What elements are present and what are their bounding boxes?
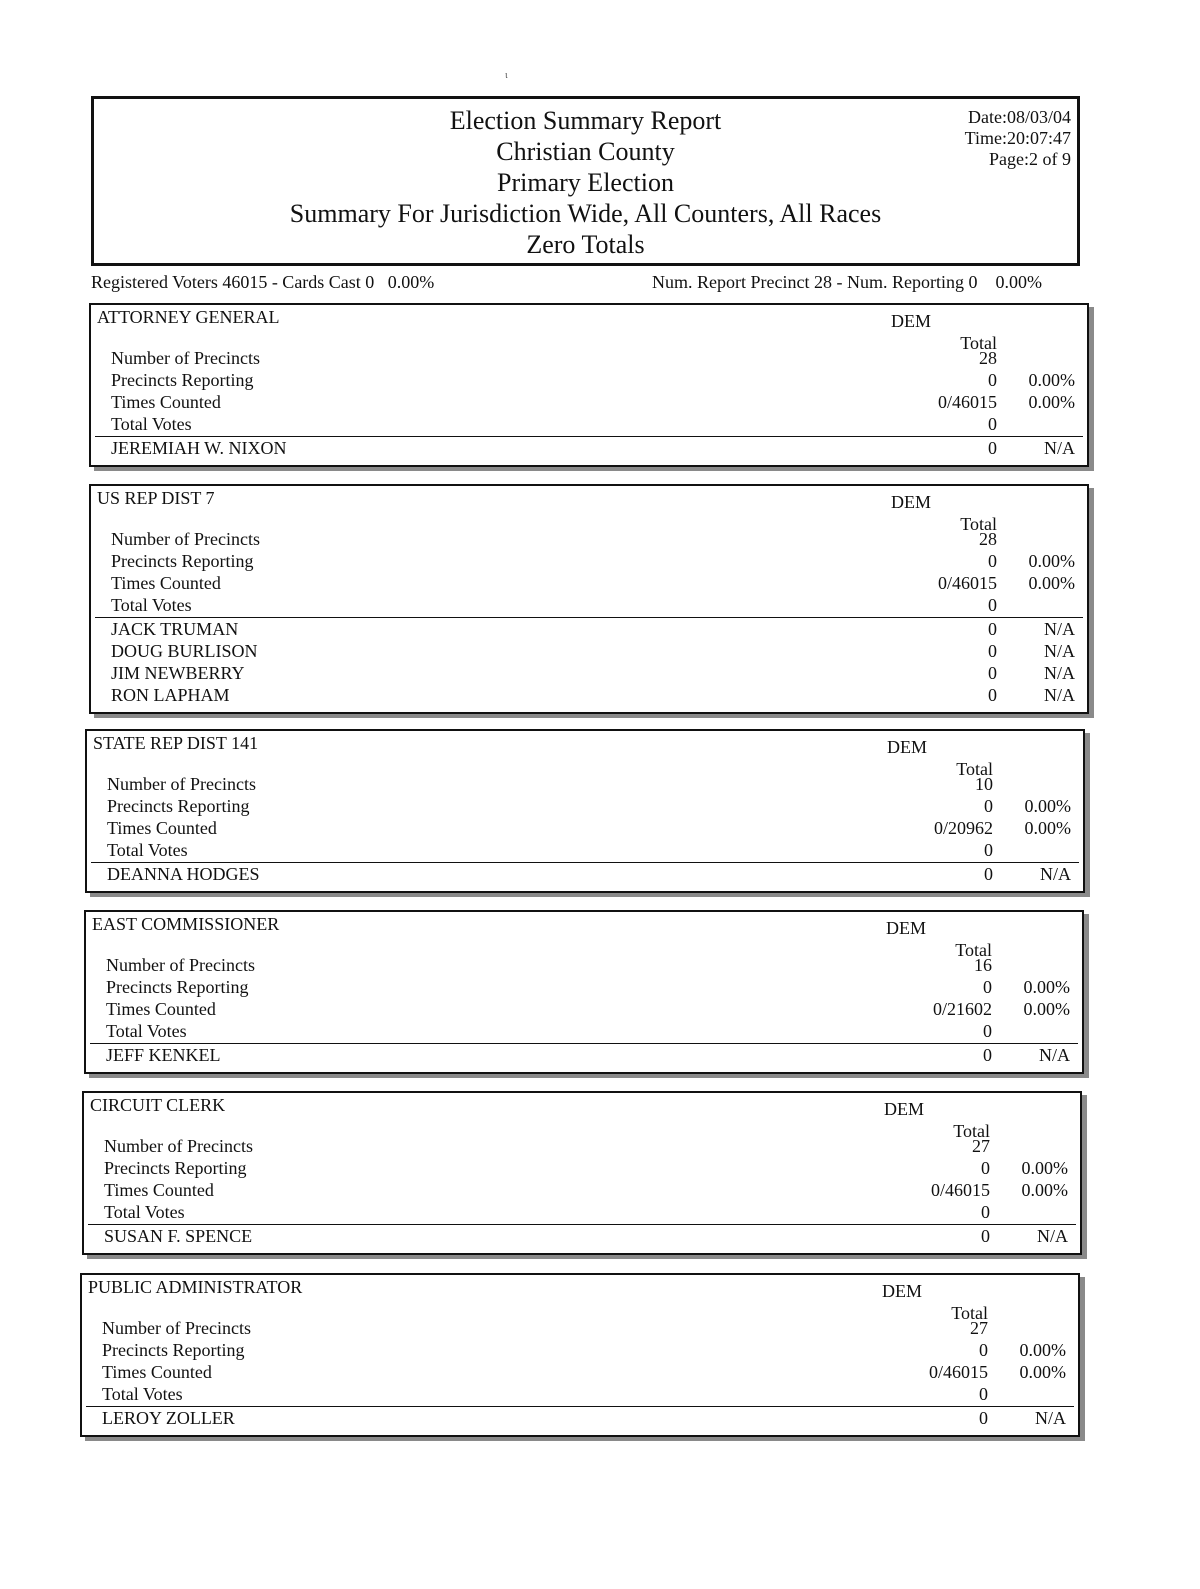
candidate-percent: N/A <box>1039 1045 1070 1065</box>
stat-percent: 0.00% <box>1019 1362 1066 1382</box>
stat-label: Total Votes <box>111 595 192 615</box>
stat-row <box>104 1157 1068 1179</box>
candidate-name: JIM NEWBERRY <box>111 663 245 683</box>
stat-row <box>104 1201 1068 1223</box>
stat-value: 0/21602 <box>932 999 992 1019</box>
stat-label: Total Votes <box>107 840 188 860</box>
race-section <box>85 729 1085 893</box>
stat-percent: 0.00% <box>1024 796 1071 816</box>
total-column-header: Total <box>960 514 997 534</box>
stat-value: 28 <box>979 348 997 368</box>
candidate-votes: 0 <box>979 1408 988 1428</box>
candidate-row <box>111 437 1075 459</box>
stat-value: 10 <box>975 774 993 794</box>
report-header <box>91 96 1080 266</box>
report-title: Election Summary Report <box>449 106 722 135</box>
race-section <box>80 1273 1080 1437</box>
stat-row <box>111 391 1075 413</box>
stat-value: 0 <box>981 1158 990 1178</box>
party-label: DEM <box>882 1281 922 1301</box>
race-title: EAST COMMISSIONER <box>92 914 280 934</box>
stat-value: 27 <box>972 1136 990 1156</box>
stat-value: 0 <box>988 414 997 434</box>
candidate-row <box>102 1407 1066 1429</box>
candidate-row <box>107 863 1071 885</box>
stat-value: 0/46015 <box>937 392 997 412</box>
report-time: Time:20:07:47 <box>964 128 1071 148</box>
candidate-name: LEROY ZOLLER <box>102 1408 235 1428</box>
stat-label: Times Counted <box>111 573 221 593</box>
stat-value: 0 <box>988 551 997 571</box>
report-title-block <box>94 105 1077 260</box>
total-column-header: Total <box>951 1303 988 1323</box>
stat-row <box>102 1339 1066 1361</box>
race-section <box>84 910 1084 1074</box>
stat-value: 0 <box>979 1384 988 1404</box>
candidate-row <box>111 684 1075 706</box>
stat-percent: 0.00% <box>1023 999 1070 1019</box>
stat-row <box>104 1179 1068 1201</box>
party-label: DEM <box>884 1099 924 1119</box>
race-section <box>89 484 1089 714</box>
total-column-header: Total <box>960 333 997 353</box>
candidate-row <box>104 1225 1068 1247</box>
stat-value: 0/20962 <box>933 818 993 838</box>
stat-value: 0 <box>983 977 992 997</box>
stat-value: 0 <box>984 840 993 860</box>
stat-row <box>106 1020 1070 1042</box>
stat-row <box>102 1361 1066 1383</box>
total-column-header: Total <box>953 1121 990 1141</box>
candidate-percent: N/A <box>1037 1226 1068 1246</box>
stat-row <box>111 572 1075 594</box>
stat-value: 0/46015 <box>930 1180 990 1200</box>
stat-row <box>111 413 1075 435</box>
party-label: DEM <box>887 737 927 757</box>
candidate-row <box>111 662 1075 684</box>
stat-label: Times Counted <box>102 1362 212 1382</box>
candidate-votes: 0 <box>981 1226 990 1246</box>
stat-label: Precincts Reporting <box>106 977 249 997</box>
party-label: DEM <box>891 492 931 512</box>
stat-value: 0 <box>979 1340 988 1360</box>
stat-row <box>102 1383 1066 1405</box>
stat-percent: 0.00% <box>1028 551 1075 571</box>
stat-label: Number of Precincts <box>102 1318 251 1338</box>
registered-voters-summary: Registered Voters 46015 - Cards Cast 0 0.00% <box>91 272 435 292</box>
total-column-header: Total <box>955 940 992 960</box>
stat-row <box>111 550 1075 572</box>
candidate-votes: 0 <box>988 641 997 661</box>
candidate-percent: N/A <box>1044 663 1075 683</box>
stat-row <box>111 369 1075 391</box>
stat-percent: 0.00% <box>1023 977 1070 997</box>
candidate-percent: N/A <box>1044 619 1075 639</box>
stat-percent: 0.00% <box>1028 392 1075 412</box>
race-title: CIRCUIT CLERK <box>90 1095 226 1115</box>
stat-row <box>106 998 1070 1020</box>
candidate-name: DOUG BURLISON <box>111 641 258 661</box>
stat-label: Number of Precincts <box>111 529 260 549</box>
stat-percent: 0.00% <box>1024 818 1071 838</box>
stat-label: Number of Precincts <box>106 955 255 975</box>
summary-scope: Summary For Jurisdiction Wide, All Counters, All Races <box>289 199 882 228</box>
candidate-percent: N/A <box>1044 641 1075 661</box>
stat-label: Total Votes <box>104 1202 185 1222</box>
candidate-votes: 0 <box>984 864 993 884</box>
stat-label: Times Counted <box>111 392 221 412</box>
race-section <box>82 1091 1082 1255</box>
stat-label: Number of Precincts <box>104 1136 253 1156</box>
candidate-percent: N/A <box>1040 864 1071 884</box>
stat-row <box>111 528 1075 550</box>
report-page: Page:2 of 9 <box>989 149 1071 169</box>
report-meta <box>965 107 1071 170</box>
stat-label: Number of Precincts <box>107 774 256 794</box>
stat-label: Precincts Reporting <box>111 551 254 571</box>
stat-value: 0/46015 <box>928 1362 988 1382</box>
candidate-votes: 0 <box>988 619 997 639</box>
candidate-name: JACK TRUMAN <box>111 619 239 639</box>
stat-row <box>107 795 1071 817</box>
stat-value: 0 <box>981 1202 990 1222</box>
race-title: STATE REP DIST 141 <box>93 733 259 753</box>
stat-value: 0 <box>988 370 997 390</box>
stat-row <box>107 773 1071 795</box>
precinct-reporting-summary: Num. Report Precinct 28 - Num. Reporting 0 0.00% <box>652 272 1042 292</box>
stat-label: Precincts Reporting <box>104 1158 247 1178</box>
stat-value: 0 <box>988 595 997 615</box>
candidate-row <box>111 640 1075 662</box>
stat-row <box>111 594 1075 616</box>
stat-row <box>104 1135 1068 1157</box>
party-label: DEM <box>891 311 931 331</box>
stat-row <box>111 347 1075 369</box>
candidate-name: SUSAN F. SPENCE <box>104 1226 253 1246</box>
stat-value: 16 <box>974 955 992 975</box>
county-name: Christian County <box>496 137 675 166</box>
race-title: ATTORNEY GENERAL <box>97 307 280 327</box>
stat-value: 27 <box>970 1318 988 1338</box>
stat-label: Times Counted <box>104 1180 214 1200</box>
candidate-votes: 0 <box>983 1045 992 1065</box>
stat-label: Precincts Reporting <box>102 1340 245 1360</box>
totals-type: Zero Totals <box>526 230 645 259</box>
stat-row <box>102 1317 1066 1339</box>
candidate-percent: N/A <box>1035 1408 1066 1428</box>
stat-label: Times Counted <box>106 999 216 1019</box>
report-date: Date:08/03/04 <box>968 107 1071 127</box>
candidate-percent: N/A <box>1044 438 1075 458</box>
stat-row <box>106 954 1070 976</box>
stat-label: Total Votes <box>102 1384 183 1404</box>
candidate-row <box>111 618 1075 640</box>
candidate-percent: N/A <box>1044 685 1075 705</box>
scan-mark: ι <box>505 70 508 81</box>
stat-label: Precincts Reporting <box>107 796 250 816</box>
stat-value: 0 <box>984 796 993 816</box>
stat-row <box>107 817 1071 839</box>
candidate-name: RON LAPHAM <box>111 685 230 705</box>
candidate-name: JEREMIAH W. NIXON <box>111 438 287 458</box>
total-column-header: Total <box>956 759 993 779</box>
stat-percent: 0.00% <box>1019 1340 1066 1360</box>
candidate-votes: 0 <box>988 438 997 458</box>
election-name: Primary Election <box>497 168 674 197</box>
race-title: US REP DIST 7 <box>97 488 215 508</box>
stat-row <box>107 839 1071 861</box>
race-title: PUBLIC ADMINISTRATOR <box>88 1277 303 1297</box>
stat-percent: 0.00% <box>1021 1180 1068 1200</box>
stat-value: 28 <box>979 529 997 549</box>
candidate-votes: 0 <box>988 663 997 683</box>
candidate-name: DEANNA HODGES <box>107 864 260 884</box>
stat-value: 0 <box>983 1021 992 1041</box>
stat-label: Times Counted <box>107 818 217 838</box>
stat-value: 0/46015 <box>937 573 997 593</box>
stat-row <box>106 976 1070 998</box>
stat-label: Total Votes <box>111 414 192 434</box>
race-section <box>89 303 1089 467</box>
stat-percent: 0.00% <box>1028 573 1075 593</box>
stat-percent: 0.00% <box>1021 1158 1068 1178</box>
stat-label: Precincts Reporting <box>111 370 254 390</box>
stat-label: Total Votes <box>106 1021 187 1041</box>
stat-percent: 0.00% <box>1028 370 1075 390</box>
candidate-row <box>106 1044 1070 1066</box>
party-label: DEM <box>886 918 926 938</box>
candidate-name: JEFF KENKEL <box>106 1045 221 1065</box>
stat-label: Number of Precincts <box>111 348 260 368</box>
candidate-votes: 0 <box>988 685 997 705</box>
